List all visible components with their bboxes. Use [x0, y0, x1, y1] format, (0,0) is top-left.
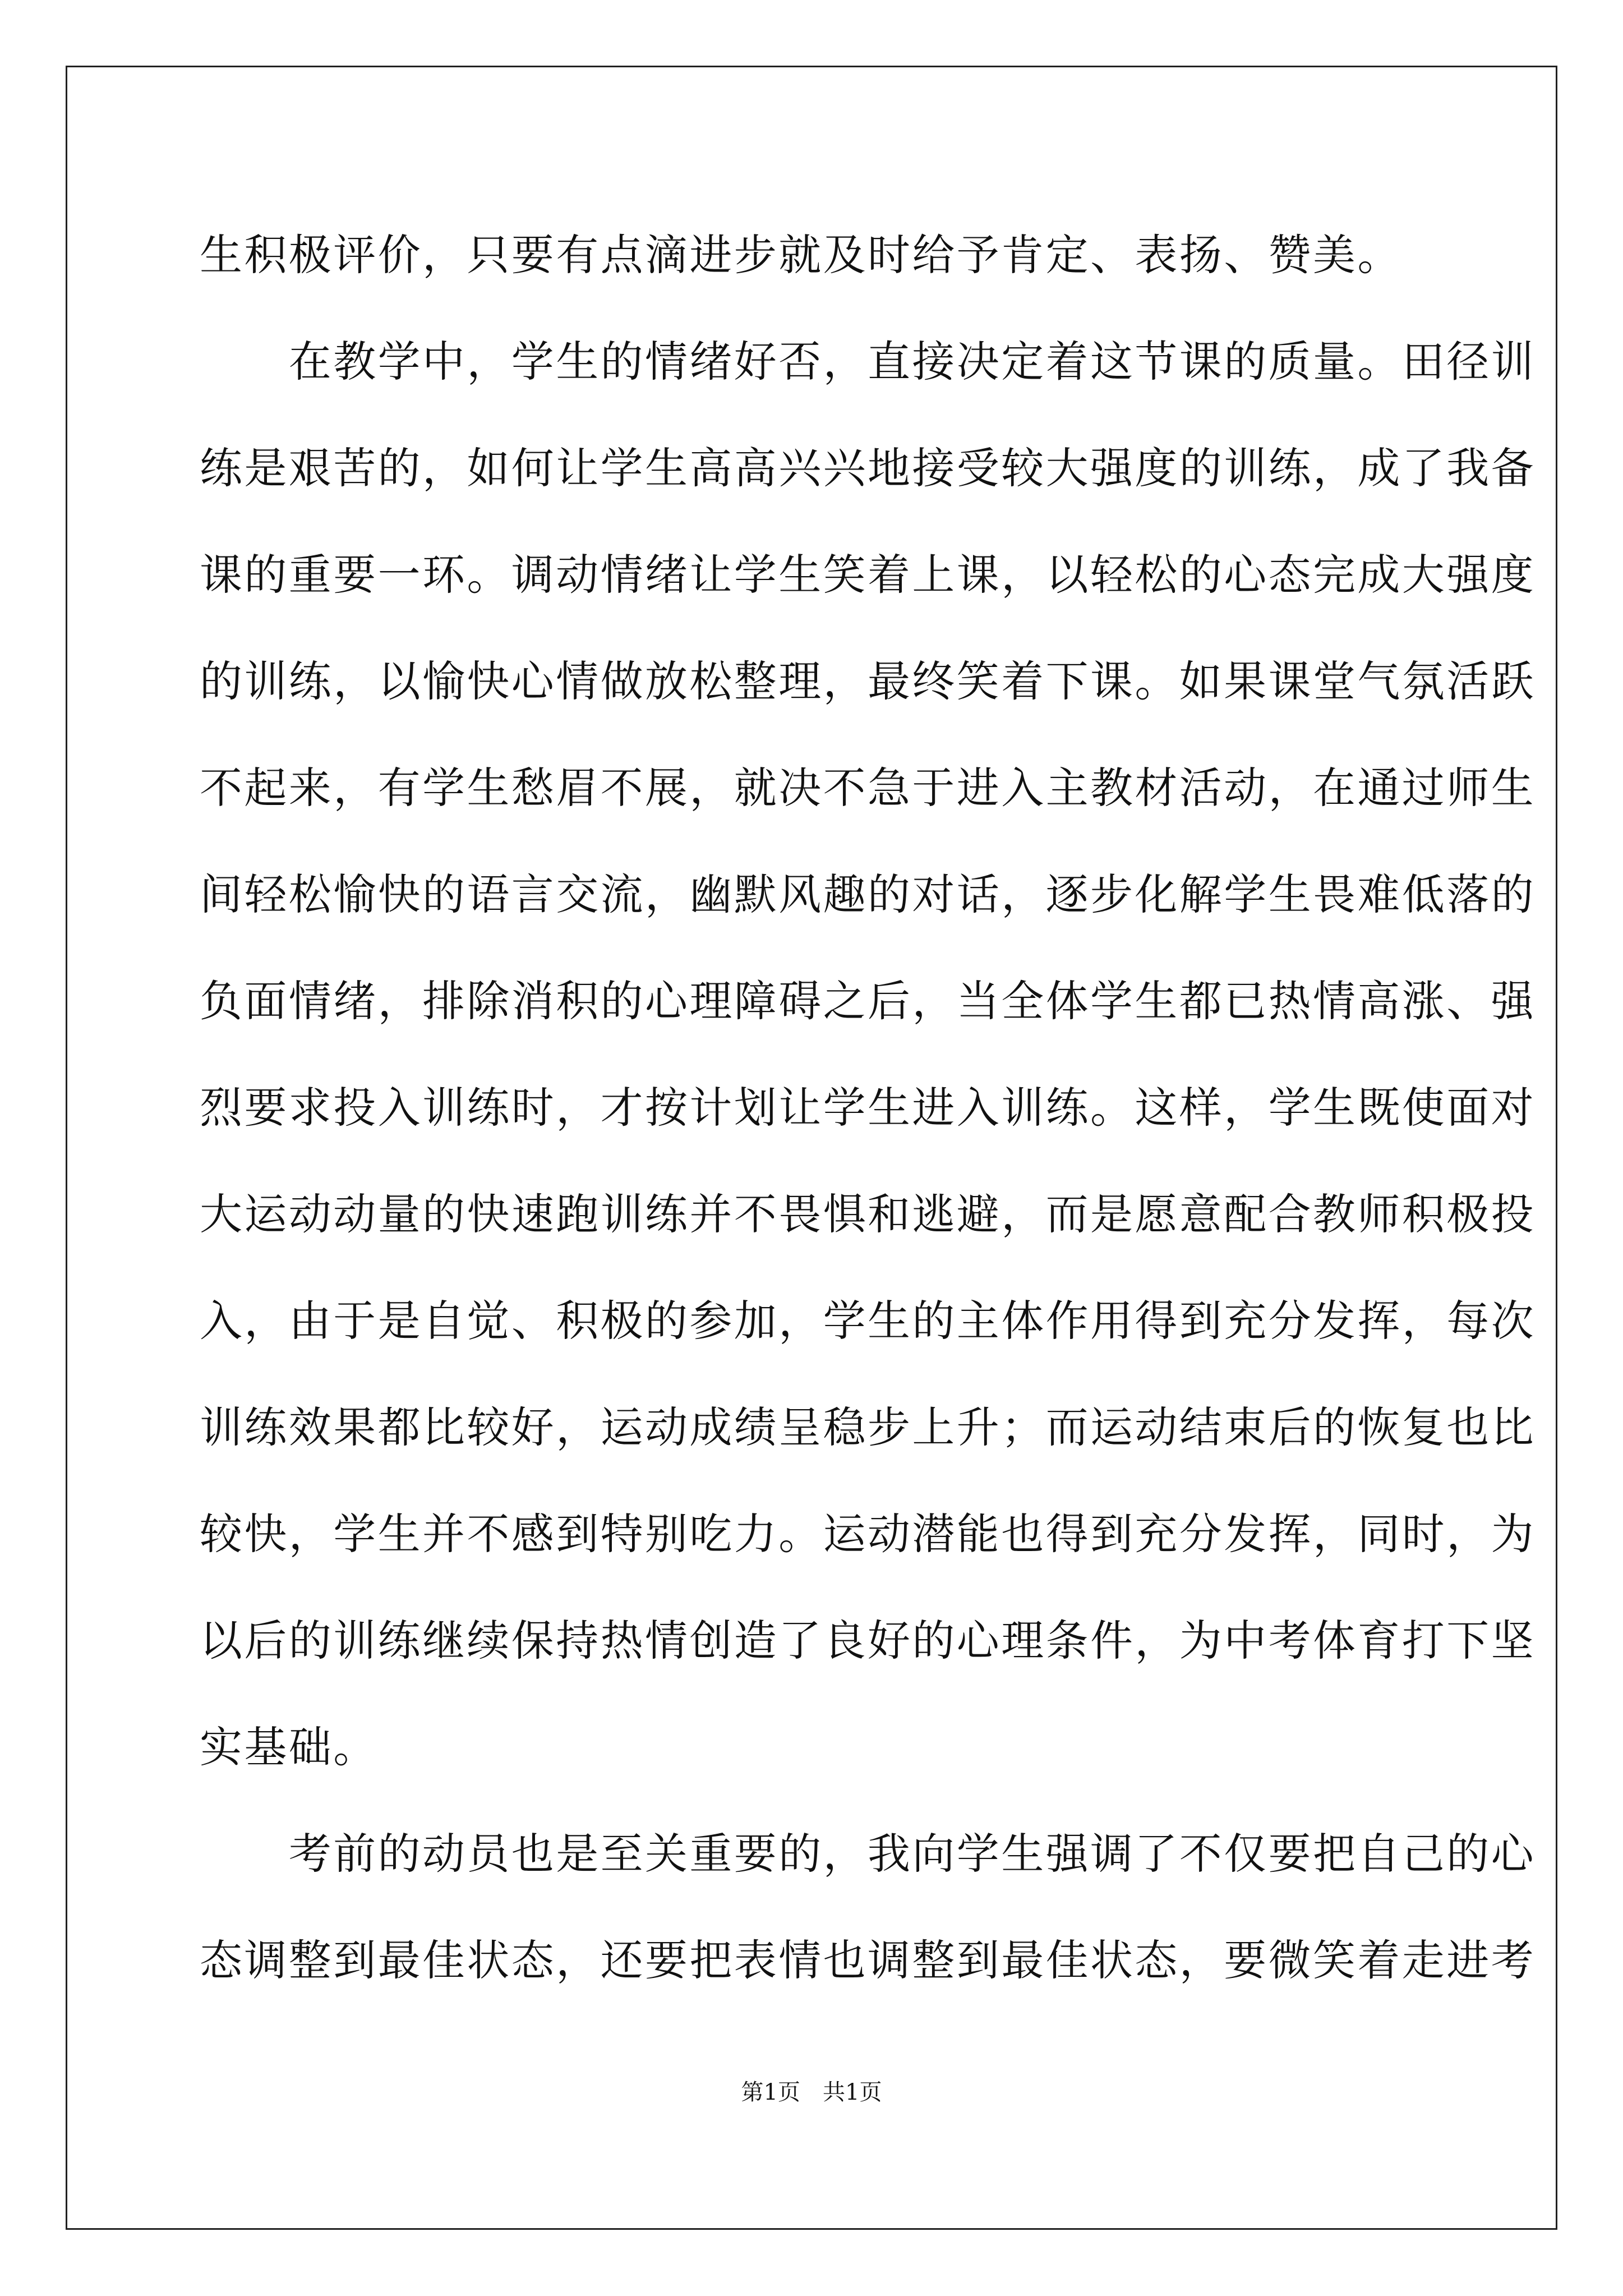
page-footer: 第1页 共1页: [741, 2079, 882, 2105]
text-line: 考前的动员也是至关重要的，我向学生强调了不仅要把自己的心: [200, 1829, 1536, 1879]
text-line: 态调整到最佳状态，还要把表情也调整到最佳状态，要微笑着走进考: [200, 1935, 1536, 1985]
text-line: 负面情绪，排除消积的心理障碍之后，当全体学生都已热情高涨、强: [200, 976, 1536, 1026]
text-line: 训练效果都比较好，运动成绩呈稳步上升；而运动结束后的恢复也比: [200, 1402, 1536, 1452]
text-line: 较快，学生并不感到特别吃力。运动潜能也得到充分发挥，同时，为: [200, 1509, 1536, 1559]
text-line: 实基础。: [200, 1722, 378, 1772]
text-line: 入，由于是自觉、积极的参加，学生的主体作用得到充分发挥，每次: [200, 1296, 1536, 1346]
text-line: 烈要求投入训练时，才按计划让学生进入训练。这样，学生既使面对: [200, 1083, 1536, 1133]
document-body: [200, 202, 1536, 2014]
text-line: 不起来，有学生愁眉不展，就决不急于进入主教材活动，在通过师生: [200, 763, 1536, 813]
text-line: 以后的训练继续保持热情创造了良好的心理条件，为中考体育打下坚: [200, 1616, 1536, 1665]
text-line: 在教学中，学生的情绪好否，直接决定着这节课的质量。田径训: [200, 337, 1536, 386]
text-line: 练是艰苦的，如何让学生高高兴兴地接受较大强度的训练，成了我备: [200, 443, 1536, 493]
text-line: 间轻松愉快的语言交流，幽默风趣的对话，逐步化解学生畏难低落的: [200, 869, 1536, 919]
text-line: 课的重要一环。调动情绪让学生笑着上课，以轻松的心态完成大强度: [200, 550, 1536, 600]
text-line: 的训练，以愉快心情做放松整理，最终笑着下课。如果课堂气氛活跃: [200, 656, 1536, 706]
text-line: 生积极评价，只要有点滴进步就及时给予肯定、表扬、赞美。: [200, 230, 1402, 280]
text-line: 大运动动量的快速跑训练并不畏惧和逃避，而是愿意配合教师积极投: [200, 1189, 1536, 1239]
